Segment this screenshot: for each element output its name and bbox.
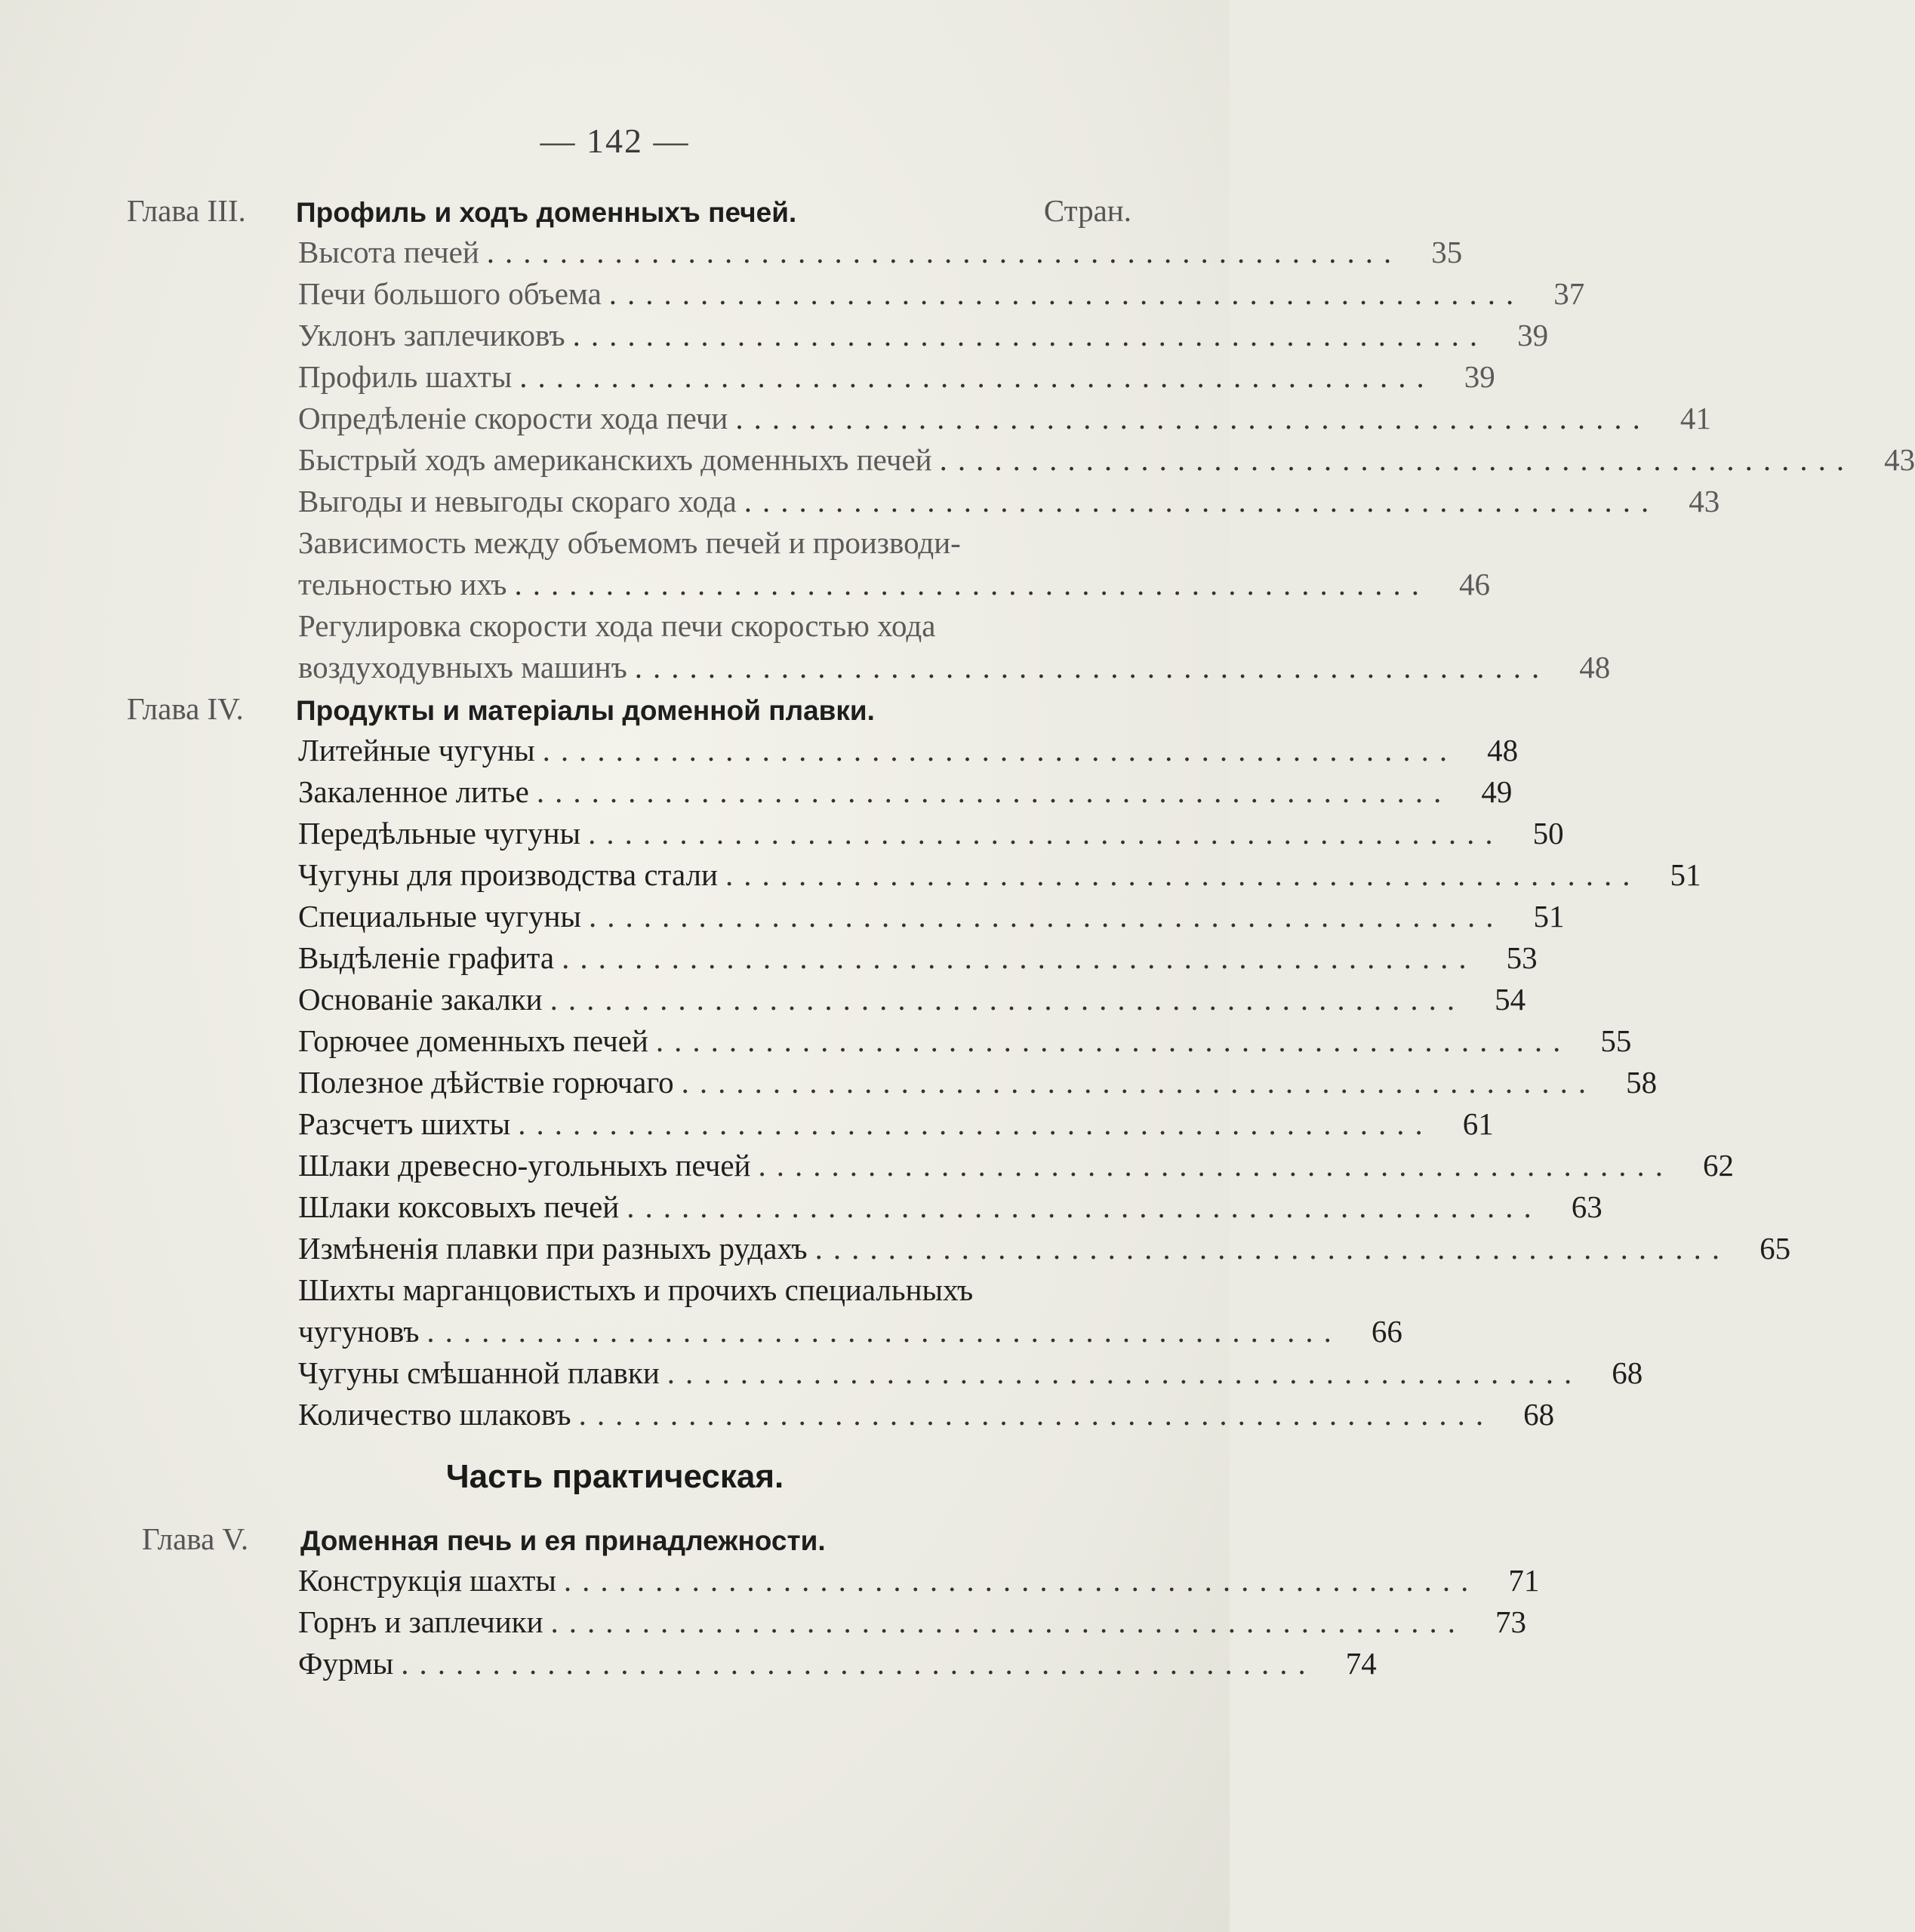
toc-entry: тельностью ихъ .................................................. 46	[298, 567, 1491, 601]
toc-entry: Горнъ и заплечики .................................................. 73	[298, 1604, 1527, 1639]
toc-entry: Специальные чугуны .................................................. 51	[298, 899, 1565, 934]
toc-entry: Печи большого объема .................................................. 37	[298, 276, 1585, 311]
toc-entry: Литейные чугуны .................................................. 48	[298, 733, 1519, 768]
toc-entry: Выгоды и невыгоды скораго хода .................................................. 43	[298, 484, 1720, 518]
toc-entry: Шлаки древесно-угольныхъ печей .................................................. 62	[298, 1148, 1734, 1183]
chapter-title: Доменная печь и ея принадлежности.	[300, 1525, 826, 1556]
toc-entry: воздуходувныхъ машинъ .................................................. 48	[298, 650, 1611, 685]
toc-entry: Профиль шахты .................................................. 39	[298, 359, 1495, 394]
toc-entry: Полезное дѣйствіе горючаго .................................................. 58	[298, 1065, 1658, 1100]
toc-entry: Выдѣленіе графита .................................................. 53	[298, 940, 1538, 975]
chapter-title: Профиль и ходъ доменныхъ печей.	[296, 197, 797, 228]
toc-entry: Высота печей .................................................. 35	[298, 235, 1463, 269]
part-heading: Часть практическая.	[445, 1458, 784, 1495]
chapter-label: Глава V.	[142, 1521, 249, 1556]
chapter-heading	[0, 1521, 1230, 1563]
toc-entry: Шихты марганцовистыхъ и прочихъ специальныхъ	[298, 1272, 974, 1307]
toc-entry: Конструкція шахты .................................................. 71	[298, 1563, 1540, 1598]
toc-entry: Количество шлаковъ .................................................. 68	[298, 1397, 1555, 1432]
toc-entry: Шлаки коксовыхъ печей .................................................. 63	[298, 1189, 1603, 1224]
toc-entry: Регулировка скорости хода печи скоростью хода	[298, 608, 936, 643]
chapter-heading	[0, 192, 1230, 235]
toc-entry: Опредѣленіе скорости хода печи .................................................. 41	[298, 401, 1711, 435]
chapter-title: Продукты и матеріалы доменной плавки.	[296, 695, 875, 726]
toc-entry: Измѣненія плавки при разныхъ рудахъ .................................................. 65	[298, 1231, 1791, 1266]
toc-entry: Зависимость между объемомъ печей и производи-	[298, 525, 961, 560]
toc-entry: Передѣльные чугуны .................................................. 50	[298, 816, 1564, 851]
chapter-label: Глава III.	[127, 193, 246, 228]
toc-entry: чугуновъ .................................................. 66	[298, 1314, 1402, 1349]
chapter-heading	[0, 691, 1230, 733]
chapter-label: Глава IV.	[127, 691, 244, 726]
page-number: — 142 —	[540, 122, 690, 160]
toc-entry: Быстрый ходъ американскихъ доменныхъ печей .................................................. 43	[298, 442, 1915, 477]
toc-entry: Закаленное литье .................................................. 49	[298, 774, 1513, 809]
toc-entry: Уклонъ заплечиковъ .................................................. 39	[298, 318, 1549, 352]
toc-entry: Основаніе закалки .................................................. 54	[298, 982, 1526, 1017]
toc-entry: Фурмы .................................................. 74	[298, 1646, 1377, 1681]
toc-entry: Разсчетъ шихты .................................................. 61	[298, 1106, 1494, 1141]
toc-entry: Чугуны для производства стали .................................................. 51	[298, 857, 1701, 892]
toc-entry: Чугуны смѣшанной плавки .................................................. 68	[298, 1355, 1643, 1390]
toc-entry: Горючее доменныхъ печей .................................................. 55	[298, 1023, 1632, 1058]
page-column-header: Стран.	[1043, 193, 1131, 228]
